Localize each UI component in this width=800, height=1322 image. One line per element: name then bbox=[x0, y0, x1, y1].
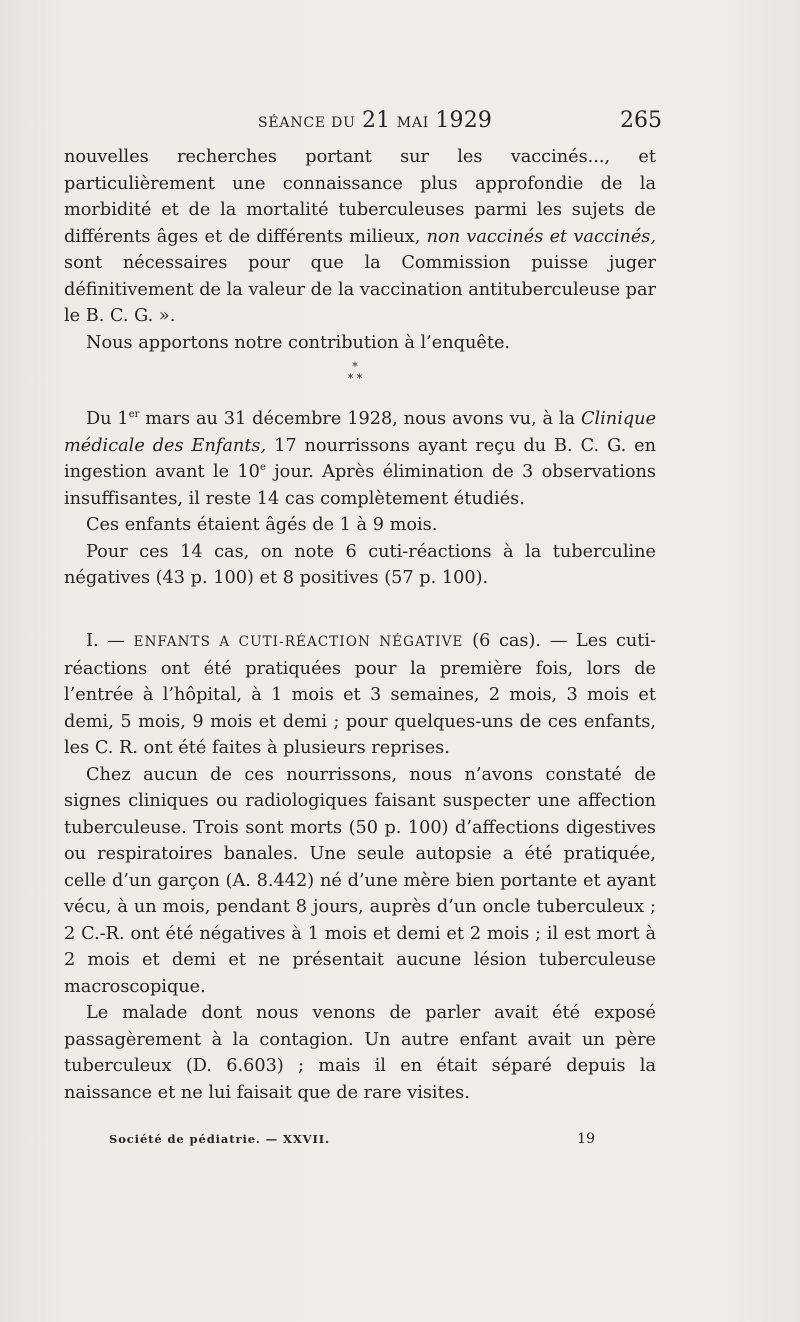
paragraph-continuation-a: nouvelles recherches portant sur les vaccinés..., et particulièrement une connaissance plus approfondie de la morbidité et de la mortalité tuberculeuses parmi les sujets de différents âges et de différents milieux, bbox=[64, 147, 656, 247]
footer-sheet-number: 19 bbox=[577, 1131, 595, 1147]
running-header bbox=[258, 104, 662, 138]
section-number: I. — bbox=[86, 631, 134, 651]
clinic-name: Clinique médicale des Enfants, bbox=[64, 409, 657, 456]
paragraph-continuation bbox=[64, 144, 656, 330]
section-heading-rest: (6 cas). — Les cuti-réactions ont été pratiquées pour la première fois, lors de l’entrée à l’hôpital, à 1 mois et 3 semaines, 2 mois, 3 mois et demi, 5 mois, 9 mois et demi ; pour quelques-uns de ces enfants, les C. R. ont été faites à plusieurs reprises. bbox=[64, 631, 657, 758]
period-sup-e: e bbox=[259, 462, 266, 474]
footer-signature: Société de pédiatrie. — XXVII. bbox=[109, 1132, 330, 1146]
page-number: 265 bbox=[620, 108, 662, 133]
section-intro bbox=[64, 406, 656, 592]
asterism-top: * bbox=[352, 360, 358, 373]
period-text-c: 17 nourrissons ayant reçu du B. C. G. en ingestion avant le 10 bbox=[64, 435, 656, 482]
period-text-b: mars au 31 décembre 1928, nous avons vu, à la bbox=[139, 409, 576, 429]
continuation-text bbox=[64, 144, 656, 356]
period-text-d: jour. Après élimination de 3 observations insuffisantes, il reste 14 cas complètement étudiés. bbox=[64, 462, 656, 509]
paragraph-negative-heading bbox=[64, 628, 656, 762]
header-month: MAI bbox=[396, 115, 430, 131]
header-day: 21 bbox=[362, 108, 391, 133]
paragraph-continuation-italic: non vaccinés et vaccinés, bbox=[426, 226, 656, 247]
header-seance: SÉANCE DU bbox=[258, 115, 356, 131]
paragraph-exposure: Le malade dont nous venons de parler avait été exposé passagèrement à la contagion. Un autre enfant avait un père tuberculeux (D. 6.603) ; mais il en était séparé depuis la naissance et ne lui faisait que de rare visites. bbox=[64, 1003, 656, 1103]
page-footer bbox=[109, 1127, 595, 1151]
paragraph-period bbox=[64, 406, 656, 512]
paragraph-ages: Ces enfants étaient âgés de 1 à 9 mois. bbox=[86, 515, 438, 535]
paragraph-contribution: Nous apportons notre contribution à l’enquête. bbox=[86, 332, 511, 353]
paragraph-continuation-b: sont nécessaires pour que la Commission puisse juger définitivement de la valeur de la vaccination antituberculeuse par le B. C. G. ». bbox=[64, 253, 656, 326]
header-year: 1929 bbox=[435, 108, 493, 133]
section-asterism bbox=[338, 361, 372, 387]
paragraph-results: Pour ces 14 cas, on note 6 cuti-réactions à la tuberculine négatives (43 p. 100) et 8 positives (57 p. 100). bbox=[64, 541, 656, 588]
period-text-a: Du 1 bbox=[86, 409, 129, 429]
section-negative bbox=[64, 628, 656, 1106]
period-sup-er: er bbox=[128, 409, 140, 421]
asterism-bottom: * * bbox=[347, 372, 363, 385]
section-heading: ENFANTS A CUTI-RÉACTION NÉGATIVE bbox=[133, 634, 464, 650]
paragraph-clinical: Chez aucun de ces nourrissons, nous n’avons constaté de signes cliniques ou radiologiques faisant suspecter une affection tuberculeuse. Trois sont morts (50 p. 100) d’affections digestives ou respiratoires banales. Une seule autopsie a été pratiquée, celle d’un garçon (A. 8.442) né d’une mère bien portante et ayant vécu, à un mois, pendant 8 jours, auprès d’un oncle tuberculeux ; 2 C.-R. ont été négatives à 1 mois et demi et 2 mois ; il est mort à 2 mois et demi et ne présentait aucune lésion tuberculeuse macroscopique. bbox=[64, 764, 656, 997]
running-title bbox=[258, 104, 492, 140]
